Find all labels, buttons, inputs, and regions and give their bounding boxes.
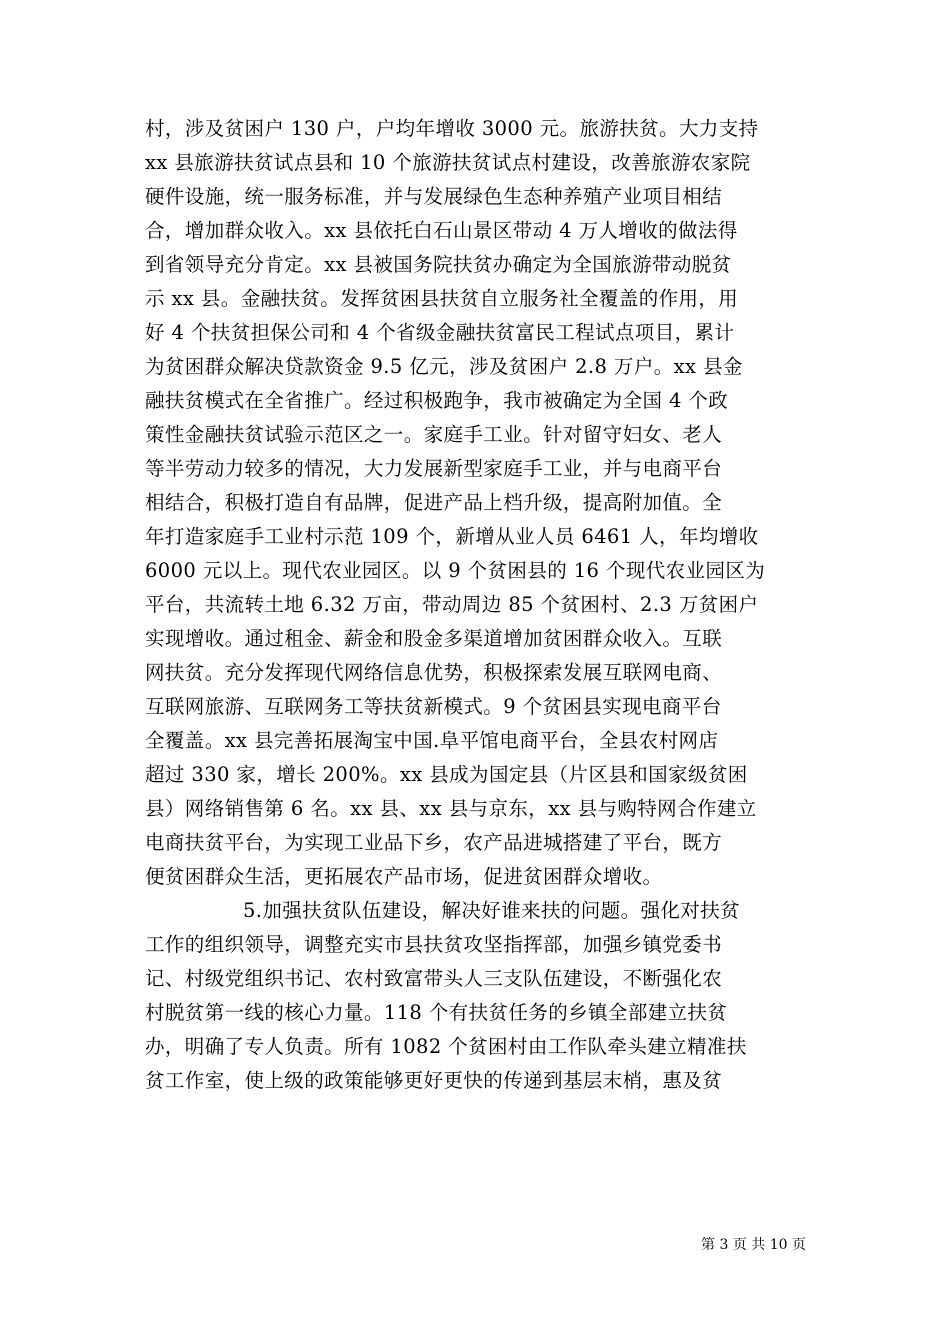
text-line: 示 xx 县。金融扶贫。发挥贫困县扶贫自立服务社全覆盖的作用，用 (145, 287, 739, 310)
text-line: 贫工作室，使上级的政策能够更好更快的传递到基层末梢，惠及贫 (145, 1069, 723, 1092)
text-line: 到省领导充分肯定。xx 县被国务院扶贫办确定为全国旅游带动脱贫 (145, 253, 732, 276)
page-number-footer: 第 3 页 共 10 页 (701, 1237, 806, 1253)
text-line: 为贫困群众解决贷款资金 9.5 亿元，涉及贫困户 2.8 万户。xx 县金 (145, 355, 743, 378)
text-line: 便贫困群众生活，更拓展农产品市场，促进贫困群众增收。 (145, 865, 663, 888)
text-line: 合，增加群众收入。xx 县依托白石山景区带动 4 万人增收的做法得 (145, 219, 738, 242)
text-line: 县）网络销售第 6 名。xx 县、xx 县与京东，xx 县与购特网合作建立 (145, 797, 757, 820)
text-line: 互联网旅游、互联网务工等扶贫新模式。9 个贫困县实现电商平台 (145, 695, 722, 718)
text-line: xx 县旅游扶贫试点县和 10 个旅游扶贫试点村建设，改善旅游农家院 (145, 151, 751, 174)
text-line: 办，明确了专人负责。所有 1082 个贫困村由工作队牵头建立精准扶 (145, 1035, 747, 1058)
text-line: 策性金融扶贫试验示范区之一。家庭手工业。针对留守妇女、老人 (145, 423, 723, 446)
text-line: 超过 330 家，增长 200%。xx 县成为国定县（片区县和国家级贫困 (145, 763, 748, 786)
text-line: 6000 元以上。现代农业园区。以 9 个贫困县的 16 个现代农业园区为 (145, 559, 766, 582)
text-line: 平台，共流转土地 6.32 万亩，带动周边 85 个贫困村、2.3 万贫困户 (145, 593, 759, 616)
text-line: 好 4 个扶贫担保公司和 4 个省级金融扶贫富民工程试点项目，累计 (145, 321, 735, 344)
body-text (145, 112, 815, 1098)
text-line: 记、村级党组织书记、农村致富带头人三支队伍建设，不断强化农 (145, 967, 723, 990)
text-line: 电商扶贫平台，为实现工业品下乡，农产品进城搭建了平台，既方 (145, 831, 723, 854)
text-line: 村脱贫第一线的核心力量。118 个有扶贫任务的乡镇全部建立扶贫 (145, 1001, 728, 1024)
text-line: 相结合，积极打造自有品牌，促进产品上档升级，提高附加值。全 (145, 491, 723, 514)
text-line: 等半劳动力较多的情况，大力发展新型家庭手工业，并与电商平台 (145, 457, 723, 480)
text-line: 实现增收。通过租金、薪金和股金多渠道增加贫困群众收入。互联 (145, 627, 723, 650)
text-line: 硬件设施，统一服务标准，并与发展绿色生态种养殖产业项目相结 (145, 185, 723, 208)
text-line: 全覆盖。xx 县完善拓展淘宝中国.阜平馆电商平台，全县农村网店 (145, 729, 719, 752)
text-line: 网扶贫。充分发挥现代网络信息优势，积极探索发展互联网电商、 (145, 661, 723, 684)
text-line: 年打造家庭手工业村示范 109 个，新增从业人员 6461 人，年均增收 (145, 525, 759, 548)
text-line: 融扶贫模式在全省推广。经过积极跑争，我市被确定为全国 4 个政 (145, 389, 729, 412)
text-line: 工作的组织领导，调整充实市县扶贫攻坚指挥部，加强乡镇党委书 (145, 933, 723, 956)
text-line: 村，涉及贫困户 130 户，户均年增收 3000 元。旅游扶贫。大力支持 (145, 117, 759, 140)
text-line-indented: 5.加强扶贫队伍建设，解决好谁来扶的问题。强化对扶贫 (243, 899, 741, 922)
